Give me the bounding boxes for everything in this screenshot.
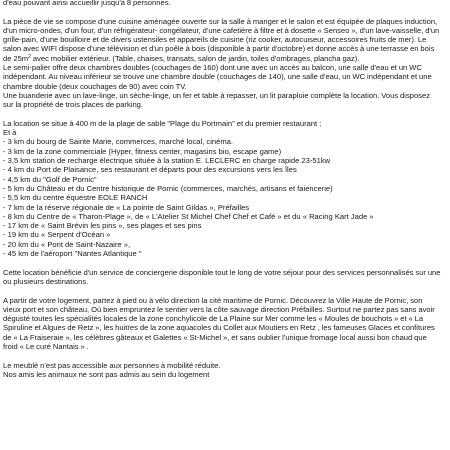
spacer <box>3 7 442 16</box>
discover-text: A partir de votre logement, partez à pied ou à vélo direction la cité maritime de Pornic. Découvrez la Ville Haute de Pornic, son vieux port et son château, Où bien empruntez le sentier vers la côte sauvage direction Préfailles. Surtout ne partez pas sans avoir dégusté toutes les spécialités locales de la zone conchylicole de La Plaine sur Mer comme les « Moules de bouchots » et « La Spiruline et Algues de Retz », les huitres de la zone aquacoles du Collet aux Moutiers en Retz , les fameuses Glaces et confitures de « La Fraiseraie », les célèbres gâteaux et Galettes « St-Michel », et sans oublier l'unique fromage local aussi bon chaud que froid « Le curé Nantais » . <box>3 295 435 351</box>
list-item: - 4,5 km du "Golf de Pornic" <box>3 174 97 184</box>
bedrooms-description: Le semi-palier offre deux chambres doubles (couchages de 160) dont une avec un accès au balcon, une salle d'eau et un WC indépendant. Au niveau inférieur se trouve une chambre double (couchages de 140), une salle d'eau, un WC indépendant et une chambre double (deux couchages de 90) avec coin TV. <box>3 63 432 91</box>
spacer <box>3 351 442 360</box>
laundry-description: Une buanderie avec un lave-linge, un sèche-linge, un fer et table à repasser, un lit parapluie complète la location. Vous disposez sur la propriété de trois places de parking. <box>3 90 431 110</box>
animals-text: Nos amis les animaux ne sont pas admis au sein du logement <box>3 369 210 379</box>
living-room-description <box>3 17 442 63</box>
list-item: - 5,5 km du centre équestre EOLE RANCH <box>3 193 148 203</box>
living-room-text: La pièce de vie se compose d'une cuisine aménagée ouverte sur la salle à manger et le salon et est équipée de plaques induction, d'un micro-ondes, d'un four, d'un réfrigérateur- congélateur, d'une cafetière à filtre et à dosette « Senseo », d'un lave-vaisselle, d'un grille-pain, d'une bouilloire et de divers ustensiles et appareils de cuisine (riz cooker, autocuiseur, accessoires fruits de mer). Le salon avec WIFI dispose d'une télévision et d'un poêle à bois (disponible à partir d'octobre) et donne accès à une terrasse en bois de 25m <box>3 16 440 63</box>
list-item: - 45 km de l'aéroport "Nantes Atlantique " <box>3 249 142 259</box>
list-item: - 7 km de la réserve régionale de « La pointe de Saint Gildas », Préfailles <box>3 202 250 212</box>
concierge-text: Cette location bénéficie d'un service de conciergerie disponible tout le long de votre séjour pour des services personnalisés sur une ou plusieurs destinations. <box>3 267 441 286</box>
intro-text: d'eau pouvant ainsi accueillir jusqu'à 8 personnes. <box>3 0 171 7</box>
list-item: - 4 km du Port de Plaisance, ses restaurant et départs pour des excursions vers les îles <box>3 165 297 175</box>
list-item: - 19 km du « Serpent d'Océan » <box>3 230 111 240</box>
list-item: - 3,5 km station de recharge électrique située à la station E. LECLERC en charge rapide 23-51kw <box>3 156 331 166</box>
accessibility-text: Le meublé n'est pas accessible aux personnes à mobilité réduite. <box>3 360 221 370</box>
list-item: - 3 km du bourg de Sainte Marie, commerces, marché local, cinéma. <box>3 137 234 147</box>
list-item: - 5 km du Château et du Centre historique de Pornic (commerces, marchés, artisans et faiencerie) <box>3 183 333 193</box>
spacer <box>3 258 442 267</box>
list-item: - 3 km de la zone commerciale (Hyper, fitness center, magasins bio, escape game) <box>3 146 282 156</box>
living-room-text-end: avec mobilier extérieur. (Table, chaises, transats, salon de jardin, toiles d'ombrages, plancha gaz). <box>30 53 360 63</box>
square-meter-superscript: 2 <box>28 53 31 60</box>
spacer <box>3 286 442 295</box>
distances-list <box>3 137 442 258</box>
location-et: Et à <box>3 128 17 138</box>
list-item: - 8 km du Centre de « Tharon-Plage », de « L'Atelier St Michel Chef Chef et Café » et du « Racing Kart Jade » <box>3 211 374 221</box>
list-item: - 20 km du « Pont de Saint-Nazaire », <box>3 239 131 249</box>
list-item: - 17 km de « Saint Brévin les pins », ses plages et ses pins <box>3 221 202 231</box>
spacer <box>3 110 442 119</box>
location-intro: La location se situe à 400 m de la plage de sable "Plage du Portmain" et du premier restaurant ; <box>3 118 322 128</box>
